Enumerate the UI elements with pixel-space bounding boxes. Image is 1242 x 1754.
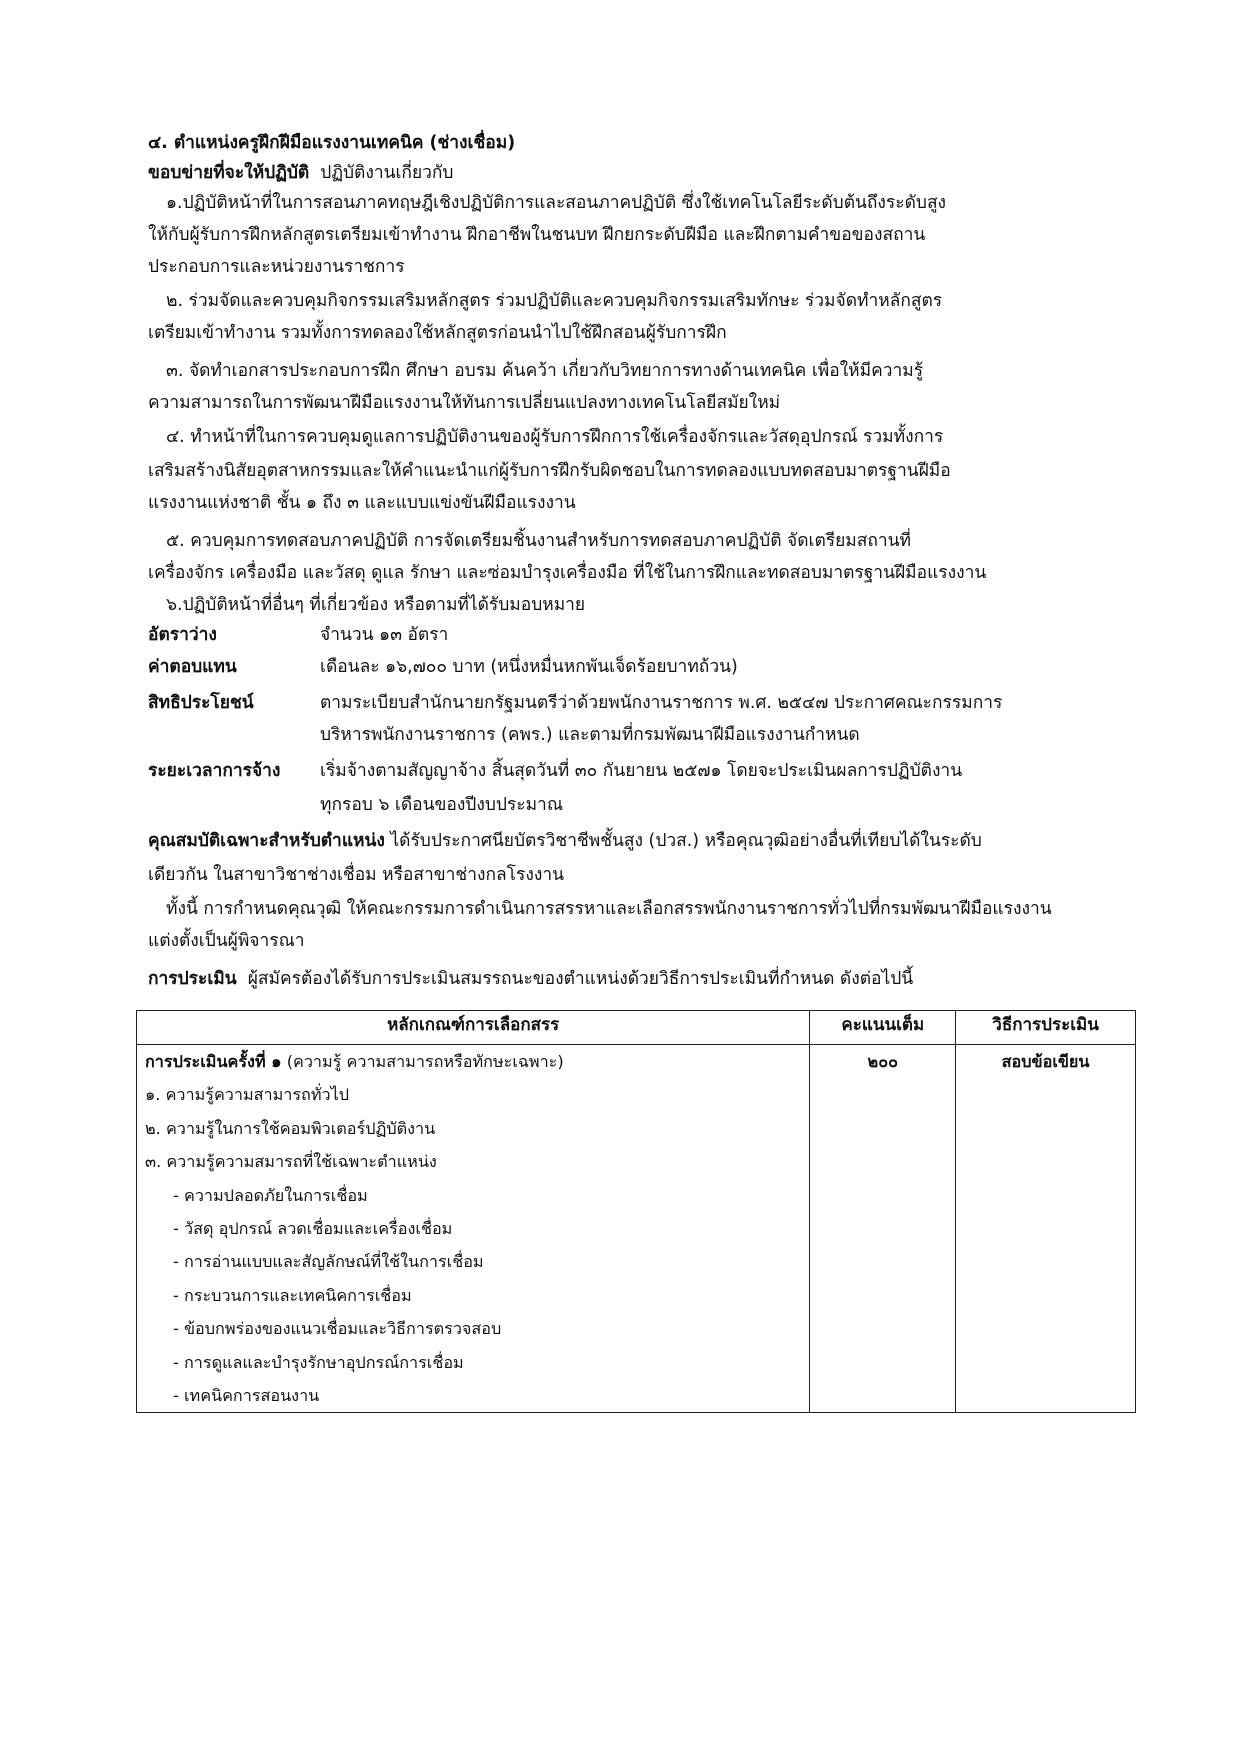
duty-4-line-1: ๔. ทำหน้าที่ในการควบคุมดูแลการปฏิบัติงานของผู้รับการฝึกการใช้เครื่องจักรและวัสดุอุปกรณ์ รวมทั้งการ [166,427,944,447]
sub-item: - กระบวนการและเทคนิคการเชื่อม [173,1285,412,1305]
score-cell [810,1045,956,1413]
qualification-text-1: ได้รับประกาศนียบัตรวิชาชีพชั้นสูง (ปวส.) หรือคุณวุฒิอย่างอื่นที่เทียบได้ในระดับ [390,831,982,851]
salary-label: ค่าตอบแทน [148,657,237,677]
scope-text: ปฏิบัติงานเกี่ยวกับ [320,163,454,183]
criteria-table [136,1010,1136,1413]
duty-1-line-2: ให้กับผู้รับการฝึกหลักสูตรเตรียมเข้าทำงาน ฝึกอาชีพในชนบท ฝึกยกระดับฝีมือ และฝึกตามคำขอของสถาน [148,225,926,245]
method-value: สอบข้อเขียน [1001,1052,1090,1071]
sub-item: - ข้อบกพร่องของแนวเชื่อมและวิธีการตรวจสอบ [173,1319,502,1339]
duty-5-line-1: ๕. ควบคุมการทดสอบภาคปฏิบัติ การจัดเตรียมชิ้นงานสำหรับการทดสอบภาคปฏิบัติ จัดเตรียมสถานที่ [166,531,911,551]
duty-5-line-2: เครื่องจักร เครื่องมือ และวัสดุ ดูแล รักษา และซ่อมบำรุงเครื่องมือ ที่ใช้ในการฝึกและทดสอบมาตรฐานฝีมือแรงงาน [148,563,987,583]
header-criteria: หลักเกณฑ์การเลือกสรร [137,1011,810,1045]
duty-4-line-2: เสริมสร้างนิสัยอุตสาหกรรมและให้คำแนะนำแก่ผู้รับการฝึกรับผิดชอบในการทดลองแบบทดสอบมาตรฐานฝีมือ [148,461,951,481]
list-item: ๓. ความรู้ความสมารถที่ใช้เฉพาะตำแหน่ง [145,1152,437,1172]
sub-item: - เทคนิคการสอนงาน [173,1386,320,1406]
sub-item: - การอ่านแบบและสัญลักษณ์ที่ใช้ในการเชื่อม [173,1252,484,1272]
period-value-2: ทุกรอบ ๖ เดือนของปีงบประมาณ [320,795,563,815]
round-desc: (ความรู้ ความสามารถหรือทักษะเฉพาะ) [286,1052,564,1071]
sub-item: - ความปลอดภัยในการเชื่อม [173,1185,368,1205]
list-item: ๒. ความรู้ในการใช้คอมพิวเตอร์ปฏิบัติงาน [145,1118,436,1138]
vacancy-label: อัตราว่าง [148,625,217,645]
qualification-line-2: เดียวกัน ในสาขาวิชาช่างเชื่อม หรือสาขาช่างกลโรงงาน [148,865,564,885]
sub-item: - วัสดุ อุปกรณ์ ลวดเชื่อมและเครื่องเชื่อม [173,1219,453,1239]
qualification-line-1 [148,826,982,856]
salary-value: เดือนละ ๑๖,๗๐๐ บาท (หนึ่งหมื่นหกพันเจ็ดร้อยบาทถ้วน) [320,657,738,677]
duty-1-line-1: ๑.ปฏิบัติหน้าที่ในการสอนภาคทฤษฎีเชิงปฏิบัติการและสอนภาคปฏิบัติ ซึ่งใช้เทคโนโลยีระดับต้นถึงระดับสูง [166,193,947,213]
period-label: ระยะเวลาการจ้าง [148,761,281,781]
table-row [137,1045,1136,1413]
qualification-label: คุณสมบัติเฉพาะสำหรับตำแหน่ง [148,831,385,851]
section-heading: ๔. ตำแหน่งครูฝึกฝีมือแรงงานเทคนิค (ช่างเชื่อม) [148,133,516,153]
benefit-value-1: ตามระเบียบสำนักนายกรัฐมนตรีว่าด้วยพนักงานราชการ พ.ศ. ๒๕๔๗ ประกาศคณะกรรมการ [320,693,1003,713]
period-value-1: เริ่มจ้างตามสัญญาจ้าง สิ้นสุดวันที่ ๓๐ กันยายน ๒๕๗๑ โดยจะประเมินผลการปฏิบัติงาน [320,761,963,781]
scope-line [148,158,453,188]
method-cell [956,1045,1136,1413]
round-label: การประเมินครั้งที่ ๑ [145,1052,282,1071]
duty-2-line-1: ๒. ร่วมจัดและควบคุมกิจกรรมเสริมหลักสูตร ร่วมปฏิบัติและควบคุมกิจกรรมเสริมทักษะ ร่วมจัดทำหลักสูตร [166,291,943,311]
criteria-cell [137,1045,810,1413]
assessment-label: การประเมิน [148,969,237,989]
qualification-note-2: แต่งตั้งเป็นผู้พิจารณา [148,931,305,951]
duty-1-line-3: ประกอบการและหน่วยงานราชการ [148,257,405,277]
duty-3-line-1: ๓. จัดทำเอกสารประกอบการฝึก ศึกษา อบรม ค้นคว้า เกี่ยวกับวิทยาการทางด้านเทคนิค เพื่อให้มีความรู้ [166,361,924,381]
benefit-label: สิทธิประโยชน์ [148,693,254,713]
vacancy-value: จำนวน ๑๓ อัตรา [320,625,449,645]
duty-2-line-2: เตรียมเข้าทำงาน รวมทั้งการทดลองใช้หลักสูตรก่อนนำไปใช้ฝึกสอนผู้รับการฝึก [148,323,727,343]
duty-6-line-1: ๖.ปฏิบัติหน้าที่อื่นๆ ที่เกี่ยวข้อง หรือตามที่ได้รับมอบหมาย [166,595,586,615]
benefit-value-2: บริหารพนักงานราชการ (คพร.) และตามที่กรมพัฒนาฝีมือแรงงานกำหนด [320,725,860,745]
header-score: คะแนนเต็ม [810,1011,956,1045]
table-header-row [137,1011,1136,1045]
assessment-line [148,964,913,994]
score-value: ๒๐๐ [867,1052,898,1071]
assessment-text: ผู้สมัครต้องได้รับการประเมินสมรรถนะของตำแหน่งด้วยวิธีการประเมินที่กำหนด ดังต่อไปนี้ [247,969,914,989]
sub-item: - การดูแลและบำรุงรักษาอุปกรณ์การเชื่อม [173,1352,464,1372]
duty-4-line-3: แรงงานแห่งชาติ ชั้น ๑ ถึง ๓ และแบบแข่งขันฝีมือแรงงาน [148,493,576,513]
duty-3-line-2: ความสามารถในการพัฒนาฝีมือแรงงานให้ทันการเปลี่ยนแปลงทางเทคโนโลยีสมัยใหม่ [148,393,781,413]
qualification-note-1: ทั้งนี้ การกำหนดคุณวุฒิ ให้คณะกรรมการดำเนินการสรรหาและเลือกสรรพนักงานราชการทั่วไปที่กรมพัฒนาฝีมือแรงงาน [166,899,1052,919]
header-method: วิธีการประเมิน [956,1011,1136,1045]
round-line [145,1045,801,1078]
scope-label: ขอบข่ายที่จะให้ปฏิบัติ [148,163,310,183]
list-item: ๑. ความรู้ความสามารถทั่วไป [145,1085,350,1105]
